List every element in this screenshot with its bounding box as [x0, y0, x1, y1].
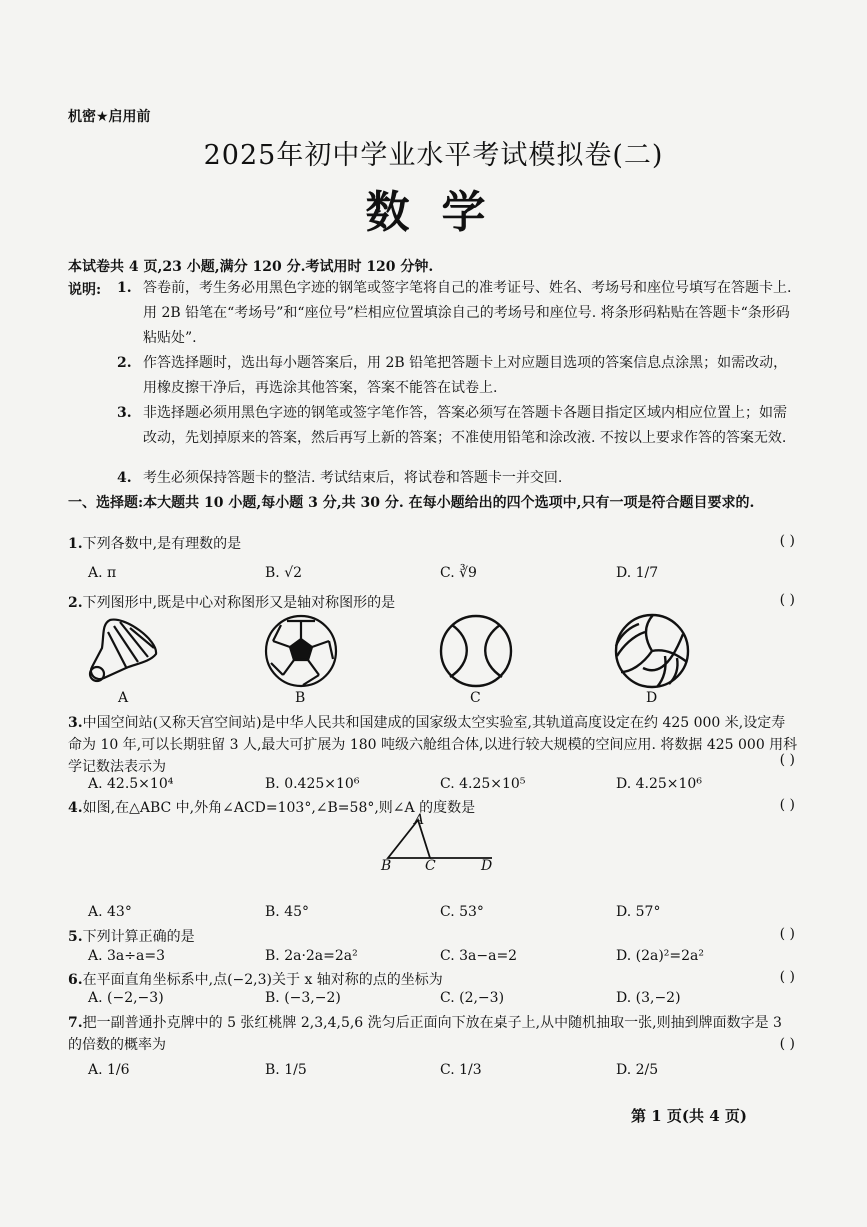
option-c: C. 4.25×10⁵: [440, 776, 526, 792]
option-d: D. 1/7: [616, 565, 659, 581]
question-stem: 把一副普通扑克牌中的 5 张红桃牌 2,3,4,5,6 洗匀后正面向下放在桌子上,从中随机抽取一张,则抽到牌面数字是 3 的倍数的概率为: [68, 1015, 782, 1053]
option-b: B. √2: [265, 565, 303, 581]
vertex-label-d: D: [481, 858, 493, 874]
question-number: 4.: [68, 800, 83, 816]
option-d: D. (2a)²=2a²: [616, 948, 705, 964]
option-b: B. 0.425×10⁶: [265, 776, 360, 792]
option-a: A. (−2,−3): [88, 990, 164, 1006]
option-c: C. 3a−a=2: [440, 948, 518, 964]
answer-bracket: ( ): [779, 592, 795, 608]
option-b: B. 1/5: [265, 1062, 307, 1078]
vertex-label-b: B: [381, 858, 392, 874]
question-stem: 如图,在△ABC 中,外角∠ACD=103°,∠B=58°,则∠A 的度数是: [82, 800, 476, 816]
option-d: D. 2/5: [616, 1062, 659, 1078]
question-stem: 下列计算正确的是: [82, 929, 195, 945]
option-b: B. 45°: [265, 904, 310, 920]
question-number: 6.: [68, 972, 83, 988]
section-heading: 一、选择题:本大题共 10 小题,每小题 3 分,共 30 分. 在每小题给出的四个选项中,只有一项是符合题目要求的.: [68, 495, 755, 511]
question-stem: 下列图形中,既是中心对称图形又是轴对称图形的是: [82, 595, 396, 611]
page-footer: 第 1 页(共 4 页): [631, 1107, 747, 1125]
answer-bracket: ( ): [779, 797, 795, 813]
option-d: D. 4.25×10⁶: [616, 776, 702, 792]
question-number: 3.: [68, 715, 83, 731]
option-a: A. 3a÷a=3: [88, 948, 165, 964]
note-item: [117, 276, 797, 351]
question-6: [68, 969, 798, 991]
note-item: [117, 401, 797, 451]
note-text: 作答选择题时，选出每小题答案后，用 2B 铅笔把答题卡上对应题目选项的答案信息点涂黑；如需改动，用橡皮擦干净后，再选涂其他答案，答案不能答在试卷上.: [143, 355, 788, 396]
question-number: 2.: [68, 595, 83, 611]
option-d: D. 57°: [616, 904, 661, 920]
question-number: 1.: [68, 536, 83, 552]
question-stem: 下列各数中,是有理数的是: [82, 536, 242, 552]
option-a: A. 43°: [88, 904, 132, 920]
option-c: C. ∛9: [440, 565, 477, 581]
note-text: 考生必须保持答题卡的整洁. 考试结束后，将试卷和答题卡一并交回.: [143, 470, 563, 486]
option-b: B. 2a·2a=2a²: [265, 948, 358, 964]
note-item: [117, 351, 797, 401]
question-1: [68, 533, 798, 555]
question-5: [68, 926, 798, 948]
question-3: [68, 712, 798, 778]
figure-label-b: B: [295, 690, 306, 706]
option-b: B. (−3,−2): [265, 990, 341, 1006]
vertex-label-a: A: [414, 812, 425, 828]
option-a: A. π: [88, 565, 117, 581]
triangle-figure: [378, 812, 498, 874]
answer-bracket: ( ): [779, 926, 795, 942]
option-c: C. (2,−3): [440, 990, 505, 1006]
note-number: 2.: [117, 355, 132, 371]
answer-bracket: ( ): [779, 533, 795, 549]
figure-label-d: D: [646, 690, 658, 706]
question-number: 7.: [68, 1015, 83, 1031]
question-number: 5.: [68, 929, 83, 945]
notes-label: 说明:: [68, 282, 102, 298]
subject-title: 数学: [365, 187, 518, 238]
question-7: [68, 1012, 798, 1056]
option-a: A. 42.5×10⁴: [88, 776, 174, 792]
answer-bracket: ( ): [779, 752, 795, 768]
soccer-ball-figure: [263, 613, 339, 689]
note-text: 非选择题必须用黑色字迹的钢笔或签字笔作答，答案必须写在答题卡各题目指定区域内相应位置上；如需改动，先划掉原来的答案，然后再写上新的答案；不准使用铅笔和涂改液. 不按以上要求作答的答案无效.: [143, 405, 787, 446]
option-c: C. 53°: [440, 904, 484, 920]
tennis-ball-figure: [438, 613, 514, 689]
option-a: A. 1/6: [88, 1062, 130, 1078]
question-stem: 中国空间站(又称天宫空间站)是中华人民共和国建成的国家级太空实验室,其轨道高度设定在约 425 000 米,设定寿命为 10 年,可以长期驻留 3 人,最大可扩展为 180 吨级六舱组合体,以进行较大规模的空间应用. 将数据 425 000 用科学记数法表示为: [68, 715, 798, 775]
note-number: 1.: [117, 280, 132, 296]
confidential-label: 机密★启用前: [68, 109, 151, 125]
exam-intro: 本试卷共 4 页,23 小题,满分 120 分.考试用时 120 分钟.: [68, 259, 434, 275]
shuttlecock-figure: [80, 612, 170, 692]
answer-bracket: ( ): [779, 1036, 795, 1052]
figure-label-a: A: [118, 690, 129, 706]
note-item: [117, 466, 797, 491]
question-2: [68, 592, 798, 614]
answer-bracket: ( ): [779, 969, 795, 985]
option-c: C. 1/3: [440, 1062, 482, 1078]
note-number: 3.: [117, 405, 132, 421]
question-stem: 在平面直角坐标系中,点(−2,3)关于 x 轴对称的点的坐标为: [82, 972, 443, 988]
note-number: 4.: [117, 470, 132, 486]
option-d: D. (3,−2): [616, 990, 681, 1006]
figure-label-c: C: [470, 690, 481, 706]
volleyball-figure: [613, 612, 691, 690]
note-text: 答卷前，考生务必用黑色字迹的钢笔或签字笔将自己的准考证号、姓名、考场号和座位号填写在答题卡上. 用 2B 铅笔在“考场号”和“座位号”栏相应位置填涂自己的考场号和座位号. 将条形码粘贴在答题卡“条形码粘贴处”.: [143, 280, 792, 346]
vertex-label-c: C: [425, 858, 436, 874]
exam-title: 2025年初中学业水平考试模拟卷(二): [203, 140, 664, 171]
